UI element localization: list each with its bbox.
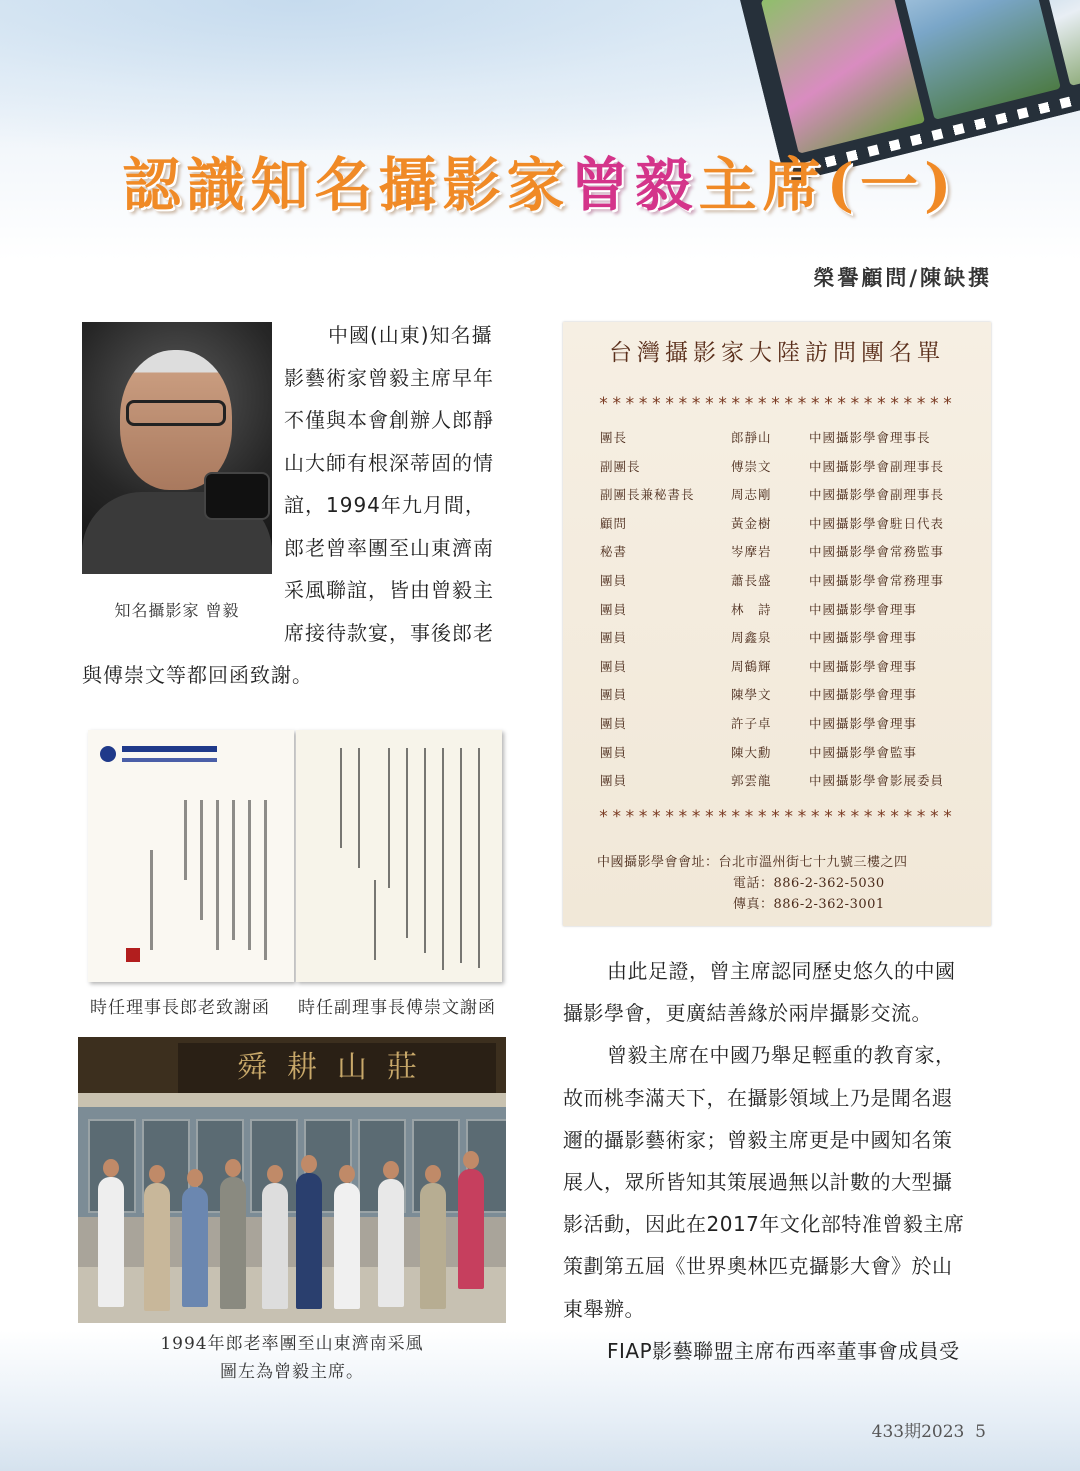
roster-role: 團員 bbox=[600, 744, 628, 760]
roster-post: 中國攝影學會影展委員 bbox=[809, 773, 945, 789]
roster-title: 台灣攝影家大陸訪問團名單 bbox=[609, 340, 945, 366]
left-text-line: 席接待款宴，事後郎老 bbox=[284, 620, 494, 645]
group-member bbox=[220, 1177, 246, 1309]
roster-contact bbox=[597, 852, 977, 915]
roster-role: 團員 bbox=[600, 773, 628, 789]
page-title bbox=[0, 140, 1080, 230]
right-text-line: 影活動，因此在2017年文化部特准曾毅主席 bbox=[563, 1212, 965, 1237]
title-part-3: 主席(一) bbox=[698, 151, 958, 219]
handwriting-column bbox=[442, 748, 444, 970]
roster-name: 郭雲龍 bbox=[731, 773, 772, 789]
title-part-1: 認識知名攝影家 bbox=[122, 151, 571, 219]
roster-name: 黃金樹 bbox=[731, 515, 772, 531]
left-text-line: 采風聯誼，皆由曾毅主 bbox=[284, 578, 494, 602]
building-sign: 舜耕山莊 bbox=[178, 1043, 496, 1093]
letterhead-line bbox=[122, 746, 217, 752]
member-head bbox=[383, 1161, 399, 1179]
roster-row bbox=[563, 714, 991, 742]
roster-role: 團員 bbox=[600, 716, 628, 731]
title-part-2: 曾毅 bbox=[570, 151, 699, 219]
roster-fax: 傳真：886-2-362-3001 bbox=[733, 897, 885, 912]
group-member bbox=[262, 1183, 288, 1309]
group-photo bbox=[78, 1037, 506, 1323]
member-head bbox=[463, 1151, 479, 1169]
right-text-line: 東舉辦。 bbox=[563, 1296, 645, 1321]
building-roof bbox=[78, 1093, 506, 1107]
roster-post: 中國攝影學會副理事長 bbox=[809, 458, 945, 474]
handwriting-column bbox=[460, 748, 462, 963]
roster-name: 林 詩 bbox=[731, 601, 772, 617]
member-head bbox=[267, 1165, 283, 1183]
roster-phone: 電話：886-2-362-5030 bbox=[733, 876, 885, 891]
group-member bbox=[378, 1179, 404, 1307]
roster-name: 周鶴輝 bbox=[731, 658, 772, 674]
thank-you-letter-lang bbox=[88, 730, 294, 982]
roster-name: 周鑫泉 bbox=[731, 630, 772, 646]
roster-post: 中國攝影學會理事 bbox=[809, 687, 918, 703]
page-number: 5 bbox=[975, 1422, 986, 1442]
society-logo-icon bbox=[100, 746, 116, 762]
right-text-line: 由此足證，曾主席認同歷史悠久的中國 bbox=[607, 959, 956, 983]
group-member bbox=[144, 1183, 170, 1311]
letterhead bbox=[100, 742, 220, 770]
roster-name: 周志剛 bbox=[731, 487, 772, 503]
roster-divider: *************************** bbox=[598, 394, 956, 414]
right-text-line: 展人，眾所皆知其策展過無以計數的大型攝 bbox=[563, 1170, 953, 1195]
left-column-text bbox=[82, 314, 512, 697]
right-column-text bbox=[563, 950, 993, 1372]
roster-post: 中國攝影學會常務監事 bbox=[809, 544, 945, 560]
letter-caption-fu: 時任副理事長傅崇文謝函 bbox=[298, 998, 496, 1018]
group-photo-caption bbox=[78, 1330, 506, 1386]
handwriting-column bbox=[216, 800, 219, 950]
roster-name: 傅崇文 bbox=[731, 458, 772, 474]
group-member bbox=[458, 1169, 484, 1289]
roster-post: 中國攝影學會副理事長 bbox=[809, 487, 945, 503]
roster-row bbox=[563, 457, 991, 485]
roster-role: 團員 bbox=[600, 601, 628, 617]
member-head bbox=[187, 1169, 203, 1187]
roster-post: 中國攝影學會理事 bbox=[809, 601, 918, 617]
roster-role: 副團長兼秘書長 bbox=[600, 487, 695, 503]
group-member bbox=[296, 1173, 322, 1309]
roster-name: 郎靜山 bbox=[731, 430, 772, 445]
member-head bbox=[425, 1165, 441, 1183]
right-text-line: 故而桃李滿天下，在攝影領域上乃是聞名遐 bbox=[563, 1085, 953, 1110]
roster-row bbox=[563, 485, 991, 513]
seal-stamp-icon bbox=[126, 948, 140, 962]
right-text-line: 策劃第五屆《世界奧林匹克攝影大會》於山 bbox=[563, 1254, 953, 1279]
group-member bbox=[334, 1183, 360, 1309]
roster-post: 中國攝影學會駐日代表 bbox=[809, 515, 945, 531]
handwriting-column bbox=[406, 748, 408, 938]
byline: 榮譽顧問/陳缺撰 bbox=[813, 265, 992, 290]
roster-row bbox=[563, 743, 991, 771]
page-footer bbox=[872, 1417, 986, 1442]
group-member bbox=[98, 1177, 124, 1307]
signature-mark bbox=[374, 880, 376, 960]
member-head bbox=[103, 1159, 119, 1177]
roster-post: 中國攝影學會理事長 bbox=[809, 430, 931, 445]
handwriting-column bbox=[358, 748, 360, 868]
roster-name: 蕭長盛 bbox=[731, 573, 772, 588]
handwriting-column bbox=[424, 748, 426, 953]
left-text-line: 中國(山東)知名攝 bbox=[328, 323, 493, 347]
film-frame-landscape bbox=[897, 0, 1061, 120]
film-frame-lotus bbox=[761, 0, 925, 154]
left-text-line: 郎老曾率團至山東濟南 bbox=[284, 535, 494, 560]
handwriting-column bbox=[340, 748, 342, 848]
member-head bbox=[339, 1165, 355, 1183]
group-member bbox=[182, 1187, 208, 1307]
roster-role: 秘書 bbox=[600, 544, 628, 560]
left-text-line: 不僅與本會創辦人郎靜 bbox=[284, 408, 494, 432]
roster-post: 中國攝影學會理事 bbox=[809, 630, 918, 646]
roster-address: 中國攝影學會會址：台北市溫州街七十九號三樓之四 bbox=[597, 855, 908, 870]
roster-role: 團員 bbox=[600, 658, 628, 674]
member-head bbox=[149, 1165, 165, 1183]
roster-name: 陳學文 bbox=[731, 687, 772, 703]
issue-label: 433期2023 bbox=[871, 1422, 965, 1442]
roster-row bbox=[563, 514, 991, 542]
roster-post: 中國攝影學會常務理事 bbox=[809, 573, 945, 588]
roster-row bbox=[563, 600, 991, 628]
right-text-line: FIAP影藝聯盟主席布西率董事會成員受 bbox=[607, 1338, 960, 1363]
handwriting-column bbox=[150, 850, 153, 950]
group-caption-line: 1994年郎老率團至山東濟南采風 bbox=[160, 1334, 424, 1354]
handwriting-column bbox=[264, 800, 267, 960]
roster-row bbox=[563, 771, 991, 799]
group-caption-line: 圖左為曾毅主席。 bbox=[220, 1362, 364, 1382]
roster-row bbox=[563, 657, 991, 685]
roster-role: 團長 bbox=[600, 430, 628, 445]
handwriting-column bbox=[248, 800, 251, 950]
roster-post: 中國攝影學會理事 bbox=[809, 658, 918, 674]
letter-caption-lang: 時任理事長郎老致謝函 bbox=[90, 998, 270, 1018]
portrait-caption: 知名攝影家 曾毅 bbox=[114, 601, 240, 620]
roster-row bbox=[563, 628, 991, 656]
handwriting-column bbox=[478, 748, 480, 968]
roster-role: 團員 bbox=[600, 573, 628, 588]
handwriting-column bbox=[184, 800, 187, 880]
handwriting-column bbox=[200, 800, 203, 920]
roster-divider: *************************** bbox=[598, 807, 956, 827]
group-member bbox=[420, 1183, 446, 1309]
handwriting-column bbox=[232, 800, 235, 940]
roster-row bbox=[563, 685, 991, 713]
roster-post: 中國攝影學會監事 bbox=[809, 744, 918, 760]
left-text-line: 誼，1994年九月間， bbox=[284, 493, 486, 517]
roster-name: 許子卓 bbox=[731, 716, 772, 731]
roster-row bbox=[563, 571, 991, 599]
left-text-line: 與傅崇文等都回函致謝。 bbox=[82, 663, 313, 687]
left-text-line: 影藝術家曾毅主席早年 bbox=[284, 365, 494, 390]
right-text-line: 邇的攝影藝術家；曾毅主席更是中國知名策 bbox=[563, 1127, 953, 1152]
roster-name: 岑摩岩 bbox=[731, 544, 772, 560]
roster-row bbox=[563, 428, 991, 456]
delegation-roster bbox=[563, 322, 991, 926]
letterhead-line bbox=[122, 758, 217, 762]
handwriting-column bbox=[388, 748, 390, 888]
right-text-line: 攝影學會，更廣結善緣於兩岸攝影交流。 bbox=[563, 1001, 932, 1026]
roster-row bbox=[563, 542, 991, 570]
roster-role: 副團長 bbox=[600, 458, 641, 474]
right-text-line: 曾毅主席在中國乃舉足輕重的教育家， bbox=[607, 1043, 956, 1068]
roster-role: 團員 bbox=[600, 687, 628, 703]
member-head bbox=[301, 1155, 317, 1173]
roster-name: 陳大勳 bbox=[731, 744, 772, 760]
roster-role: 顧問 bbox=[600, 515, 628, 531]
thank-you-letter-fu bbox=[296, 730, 502, 982]
left-text-line: 山大師有根深蒂固的情 bbox=[284, 450, 494, 475]
member-head bbox=[225, 1159, 241, 1177]
roster-post: 中國攝影學會理事 bbox=[809, 716, 918, 731]
roster-role: 團員 bbox=[600, 630, 628, 646]
